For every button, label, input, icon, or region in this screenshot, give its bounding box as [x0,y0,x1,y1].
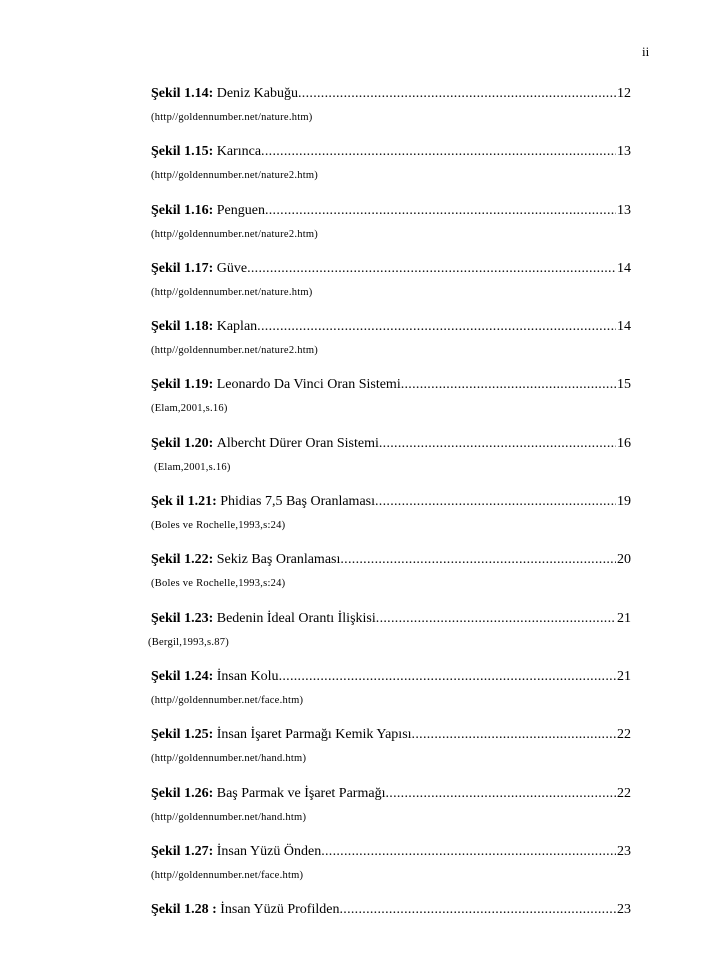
figure-entry-line [151,610,631,628]
figure-number: Şekil 1.18: [151,319,214,335]
figure-entry-line [151,85,631,103]
dot-leader [376,610,616,628]
figure-entry [148,610,631,668]
figure-entry [151,202,631,260]
figure-title: Penguen [216,202,265,218]
figure-page: 19 [617,494,631,510]
dot-leader [279,668,616,686]
page-number: ii [642,44,650,59]
figure-number: Şekil 1.20: [151,435,214,451]
figure-page: 21 [617,668,631,684]
dot-leader [265,202,616,220]
figure-title: Kaplan [216,319,258,335]
figure-entry [151,551,631,609]
figure-entry-line [151,901,631,919]
figure-entry [151,376,631,434]
dot-leader [247,260,616,278]
figure-number: Şek il 1.21: [151,494,217,510]
figure-number: Şekil 1.27: [151,843,214,859]
figure-number: Şekil 1.23: [151,610,214,626]
figure-page: 14 [617,260,631,276]
figure-entry [151,143,631,201]
figure-title: İnsan İşaret Parmağı Kemik Yapısı [216,727,412,743]
dot-leader [339,901,616,919]
figure-source: (Boles ve Rochelle,1993,s:24) [151,578,286,590]
figure-number: Şekil 1.24: [151,668,214,684]
figure-title: İnsan Kolu [216,668,279,684]
figure-page: 22 [617,727,631,743]
figure-title: Sekiz Baş Oranlaması [216,552,341,568]
figure-source: (http//goldennumber.net/nature.htm) [151,286,313,298]
figure-entry-line [151,493,631,511]
figure-entry-line [151,668,631,686]
figure-entry-line [151,551,631,569]
figure-entry-line [151,202,631,220]
figure-page: 23 [617,843,631,859]
dot-leader [298,85,616,103]
dot-leader [401,376,616,394]
figure-source: (Bergil,1993,s.87) [148,636,230,648]
figure-page: 22 [617,785,631,801]
dot-leader [379,435,616,453]
figure-source: (http//goldennumber.net/hand.htm) [151,811,307,823]
figure-title: Albercht Dürer Oran Sistemi [216,435,379,451]
figure-entry-line [151,376,631,394]
figure-title: Leonardo Da Vinci Oran Sistemi [216,377,401,393]
figure-source: (Boles ve Rochelle,1993,s:24) [151,520,286,532]
figure-entry-line [151,143,631,161]
figure-title: Baş Parmak ve İşaret Parmağı [216,785,386,801]
figure-title: Bedenin İdeal Orantı İlişkisi [216,610,376,626]
figure-number: Şekil 1.25: [151,727,214,743]
figure-source: (http//goldennumber.net/nature2.htm) [151,228,319,240]
figure-entry [151,668,631,726]
figure-page: 15 [617,377,631,393]
figure-page: 14 [617,319,631,335]
figure-list [148,85,631,959]
figure-page: 21 [617,610,631,626]
figure-source: (http//goldennumber.net/nature2.htm) [151,170,319,182]
figure-page: 12 [617,86,631,101]
figure-entry-line [151,435,631,453]
dot-leader [340,551,616,569]
figure-entry-line [151,318,631,336]
figure-title: Güve [216,260,248,276]
figure-number: Şekil 1.14: [151,86,214,101]
figure-number: Şekil 1.22: [151,552,214,568]
figure-page: 13 [617,202,631,218]
figure-source: (Elam,2001,s.16) [151,403,228,415]
figure-entry [151,785,631,843]
figure-number: Şekil 1.19: [151,377,214,393]
figure-entry [151,435,631,493]
figure-source: (http//goldennumber.net/hand.htm) [151,753,307,765]
figure-entry [151,318,631,376]
figure-page: 23 [617,902,631,918]
figure-title: İnsan Yüzü Profilden [220,902,340,918]
figure-source: (Elam,2001,s.16) [154,461,231,473]
dot-leader [375,493,616,511]
figure-page: 20 [617,552,631,568]
figure-entry [151,843,631,901]
figure-entry [151,901,631,959]
figure-number: Şekil 1.16: [151,202,214,218]
dot-leader [385,785,616,803]
figure-entry-line [151,785,631,803]
figure-number: Şekil 1.17: [151,260,214,276]
figure-title: Phidias 7,5 Baş Oranlaması [220,494,375,510]
figure-title: İnsan Yüzü Önden [216,843,322,859]
figure-number: Şekil 1.28 : [151,902,217,918]
dot-leader [412,726,616,744]
figure-entry-line [151,260,631,278]
figure-source: (http//goldennumber.net/nature2.htm) [151,345,319,357]
figure-entry [151,260,631,318]
figure-source: (http//goldennumber.net/nature.htm) [151,112,313,123]
dot-leader [257,318,616,336]
figure-entry [151,85,631,143]
dot-leader [321,843,616,861]
figure-entry [151,493,631,551]
figure-source: (http//goldennumber.net/face.htm) [151,869,304,881]
figure-title: Deniz Kabuğu [216,86,298,101]
figure-page: 13 [617,144,631,160]
figure-title: Karınca [216,144,262,160]
figure-number: Şekil 1.15: [151,144,214,160]
figure-entry [151,726,631,784]
figure-number: Şekil 1.26: [151,785,214,801]
figure-entry-line [151,726,631,744]
dot-leader [261,143,616,161]
figure-page: 16 [617,435,631,451]
figure-source: (http//goldennumber.net/face.htm) [151,694,304,706]
figure-entry-line [151,843,631,861]
